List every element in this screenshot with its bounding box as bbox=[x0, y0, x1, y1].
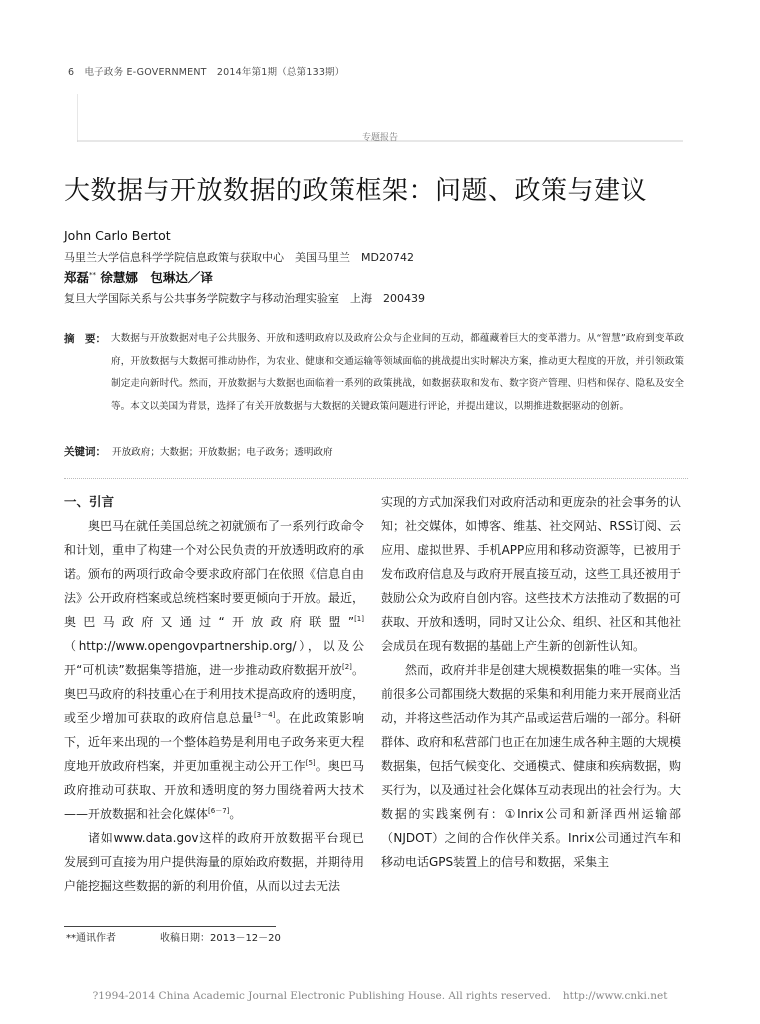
body-right-column bbox=[381, 490, 681, 874]
keywords-label: 关键词： bbox=[64, 446, 106, 458]
corresponding-mark: ** bbox=[89, 270, 97, 279]
section-heading: 一、引言 bbox=[64, 494, 115, 509]
footnote-rule bbox=[64, 926, 276, 927]
abstract bbox=[64, 328, 684, 418]
author-name: John Carlo Bertot bbox=[64, 228, 171, 243]
translator-others: 徐慧娜 包琳达／译 bbox=[100, 270, 213, 285]
citation: [6－7] bbox=[208, 807, 230, 815]
paragraph: 诸如www.data.gov这样的政府开放数据平台现已发展到可直接为用户提供海量的原始政府数据，并期待用户能挖掘这些数据的新的利用价值，从而以过去无法 bbox=[64, 831, 365, 893]
translators bbox=[64, 268, 213, 286]
abstract-text: 大数据与开放数据对电子公共服务、开放和透明政府以及政府公众与企业间的互动，都蕴藏着巨大的变革潜力。从“智慧”政府到变革政府，开放数据与大数据可推动协作，为农业、健康和交通运输等领域面临的挑战提出实时解决方案，推动更大程度的开放，并引领政策制定走向新时代。然而，开放数据与大数据也面临着一系列的政策挑战，如数据获取和发布、数字资产管理、归档和保存、隐私及安全等。本文以美国为背景，选择了有关开放数据与大数据的关键政策问题进行评论，并提出建议，以期推进数据驱动的创新。 bbox=[111, 333, 684, 412]
received-date: 收稿日期：2013－12－20 bbox=[160, 933, 281, 944]
paragraph: 实现的方式加深我们对政府活动和更庞杂的社会事务的认知；社交媒体，如博客、维基、社交网站、RSS订阅、云应用、虚拟世界、手机APP应用和移动资源等，已被用于发布政府信息及与政府开展直接互动，这些工具还被用于鼓励公众为政府自创内容。这些技术方法推动了数据的可获取、开放和透明，同时又让公众、组织、社区和其他社会成员在现有数据的基础上产生新的创新性认知。 bbox=[381, 495, 682, 653]
section-label: 专题报告 bbox=[361, 133, 398, 143]
keywords bbox=[64, 444, 684, 461]
author-affiliation: 马里兰大学信息科学学院信息政策与获取中心 美国马里兰 MD20742 bbox=[64, 251, 414, 264]
page-number: 6 bbox=[68, 67, 75, 78]
citation: [1] bbox=[354, 615, 364, 623]
translator-affiliation: 复旦大学国际关系与公共事务学院数字与移动治理实验室 上海 200439 bbox=[64, 292, 425, 305]
body-left-column bbox=[64, 490, 364, 898]
translator-corresponding: 郑磊 bbox=[64, 270, 90, 285]
article-title: 大数据与开放数据的政策框架：问题、政策与建议 bbox=[64, 176, 648, 206]
running-header bbox=[68, 64, 351, 78]
citation: [2] bbox=[342, 663, 352, 671]
cnki-link[interactable]: http://www.cnki.net bbox=[562, 990, 668, 1002]
paragraph: 奥巴马在就任美国总统之初就颁布了一系列行政命令和计划，重申了构建一个对公民负责的开放透明政府的承诺。颁布的两项行政命令要求政府部门在依照《信息自由法》公开政府档案或总统档案时要更倾向于开放。最近，奥巴马政府又通过“开放政府联盟”[1]（http://www.opengovpartnership.org/），以及公开“可机读”数据集等措施，进一步推动政府数据开放[2]。奥巴马政府的科技重心在于利用技术提高政府的透明度，或至少增加可获取的政府信息总量[3－4]。在此政策影响下，近年来出现的一个整体趋势是利用电子政务来更大程度地开放政府档案，并更加重视主动公开工作[5]。奥巴马政府推动可获取、开放和透明度的努力围绕着两大技术——开放数据和社会化媒体[6－7]。 bbox=[64, 519, 365, 821]
citation: [5] bbox=[305, 759, 316, 767]
keywords-text: 开放政府；大数据；开放数据；电子政务；透明政府 bbox=[112, 447, 333, 458]
abstract-label: 摘 要： bbox=[64, 333, 106, 345]
paragraph: 然而，政府并非是创建大规模数据集的唯一实体。当前很多公司都围绕大数据的采集和利用能力来开展商业活动，并将这些活动作为其产品或运营后端的一部分。科研群体、政府和私营部门也正在加速生成各种主题的大规模数据集，包括气候变化、交通模式、健康和疾病数据，购买行为，以及通过社会化媒体互动表现出的社会行为。大数据的实践案例有：①Inrix公司和新泽西州运输部（NJDOT）之间的合作伙伴关系。Inrix公司通过汽车和移动电话GPS装置上的信号和数据，采集主 bbox=[381, 663, 682, 869]
citation: [3－4] bbox=[253, 711, 276, 719]
corresponding-author-note: **通讯作者 bbox=[66, 933, 116, 944]
copyright-text: ?1994-2014 China Academic Journal Electronic Publishing House. All rights reserved. bbox=[92, 990, 551, 1002]
journal-name: 电子政务 E-GOVERNMENT bbox=[84, 67, 207, 78]
footnote bbox=[66, 929, 281, 944]
copyright-line bbox=[0, 990, 760, 1002]
section-divider bbox=[64, 478, 688, 480]
issue-info: 2014年第1期（总第133期） bbox=[216, 67, 345, 78]
